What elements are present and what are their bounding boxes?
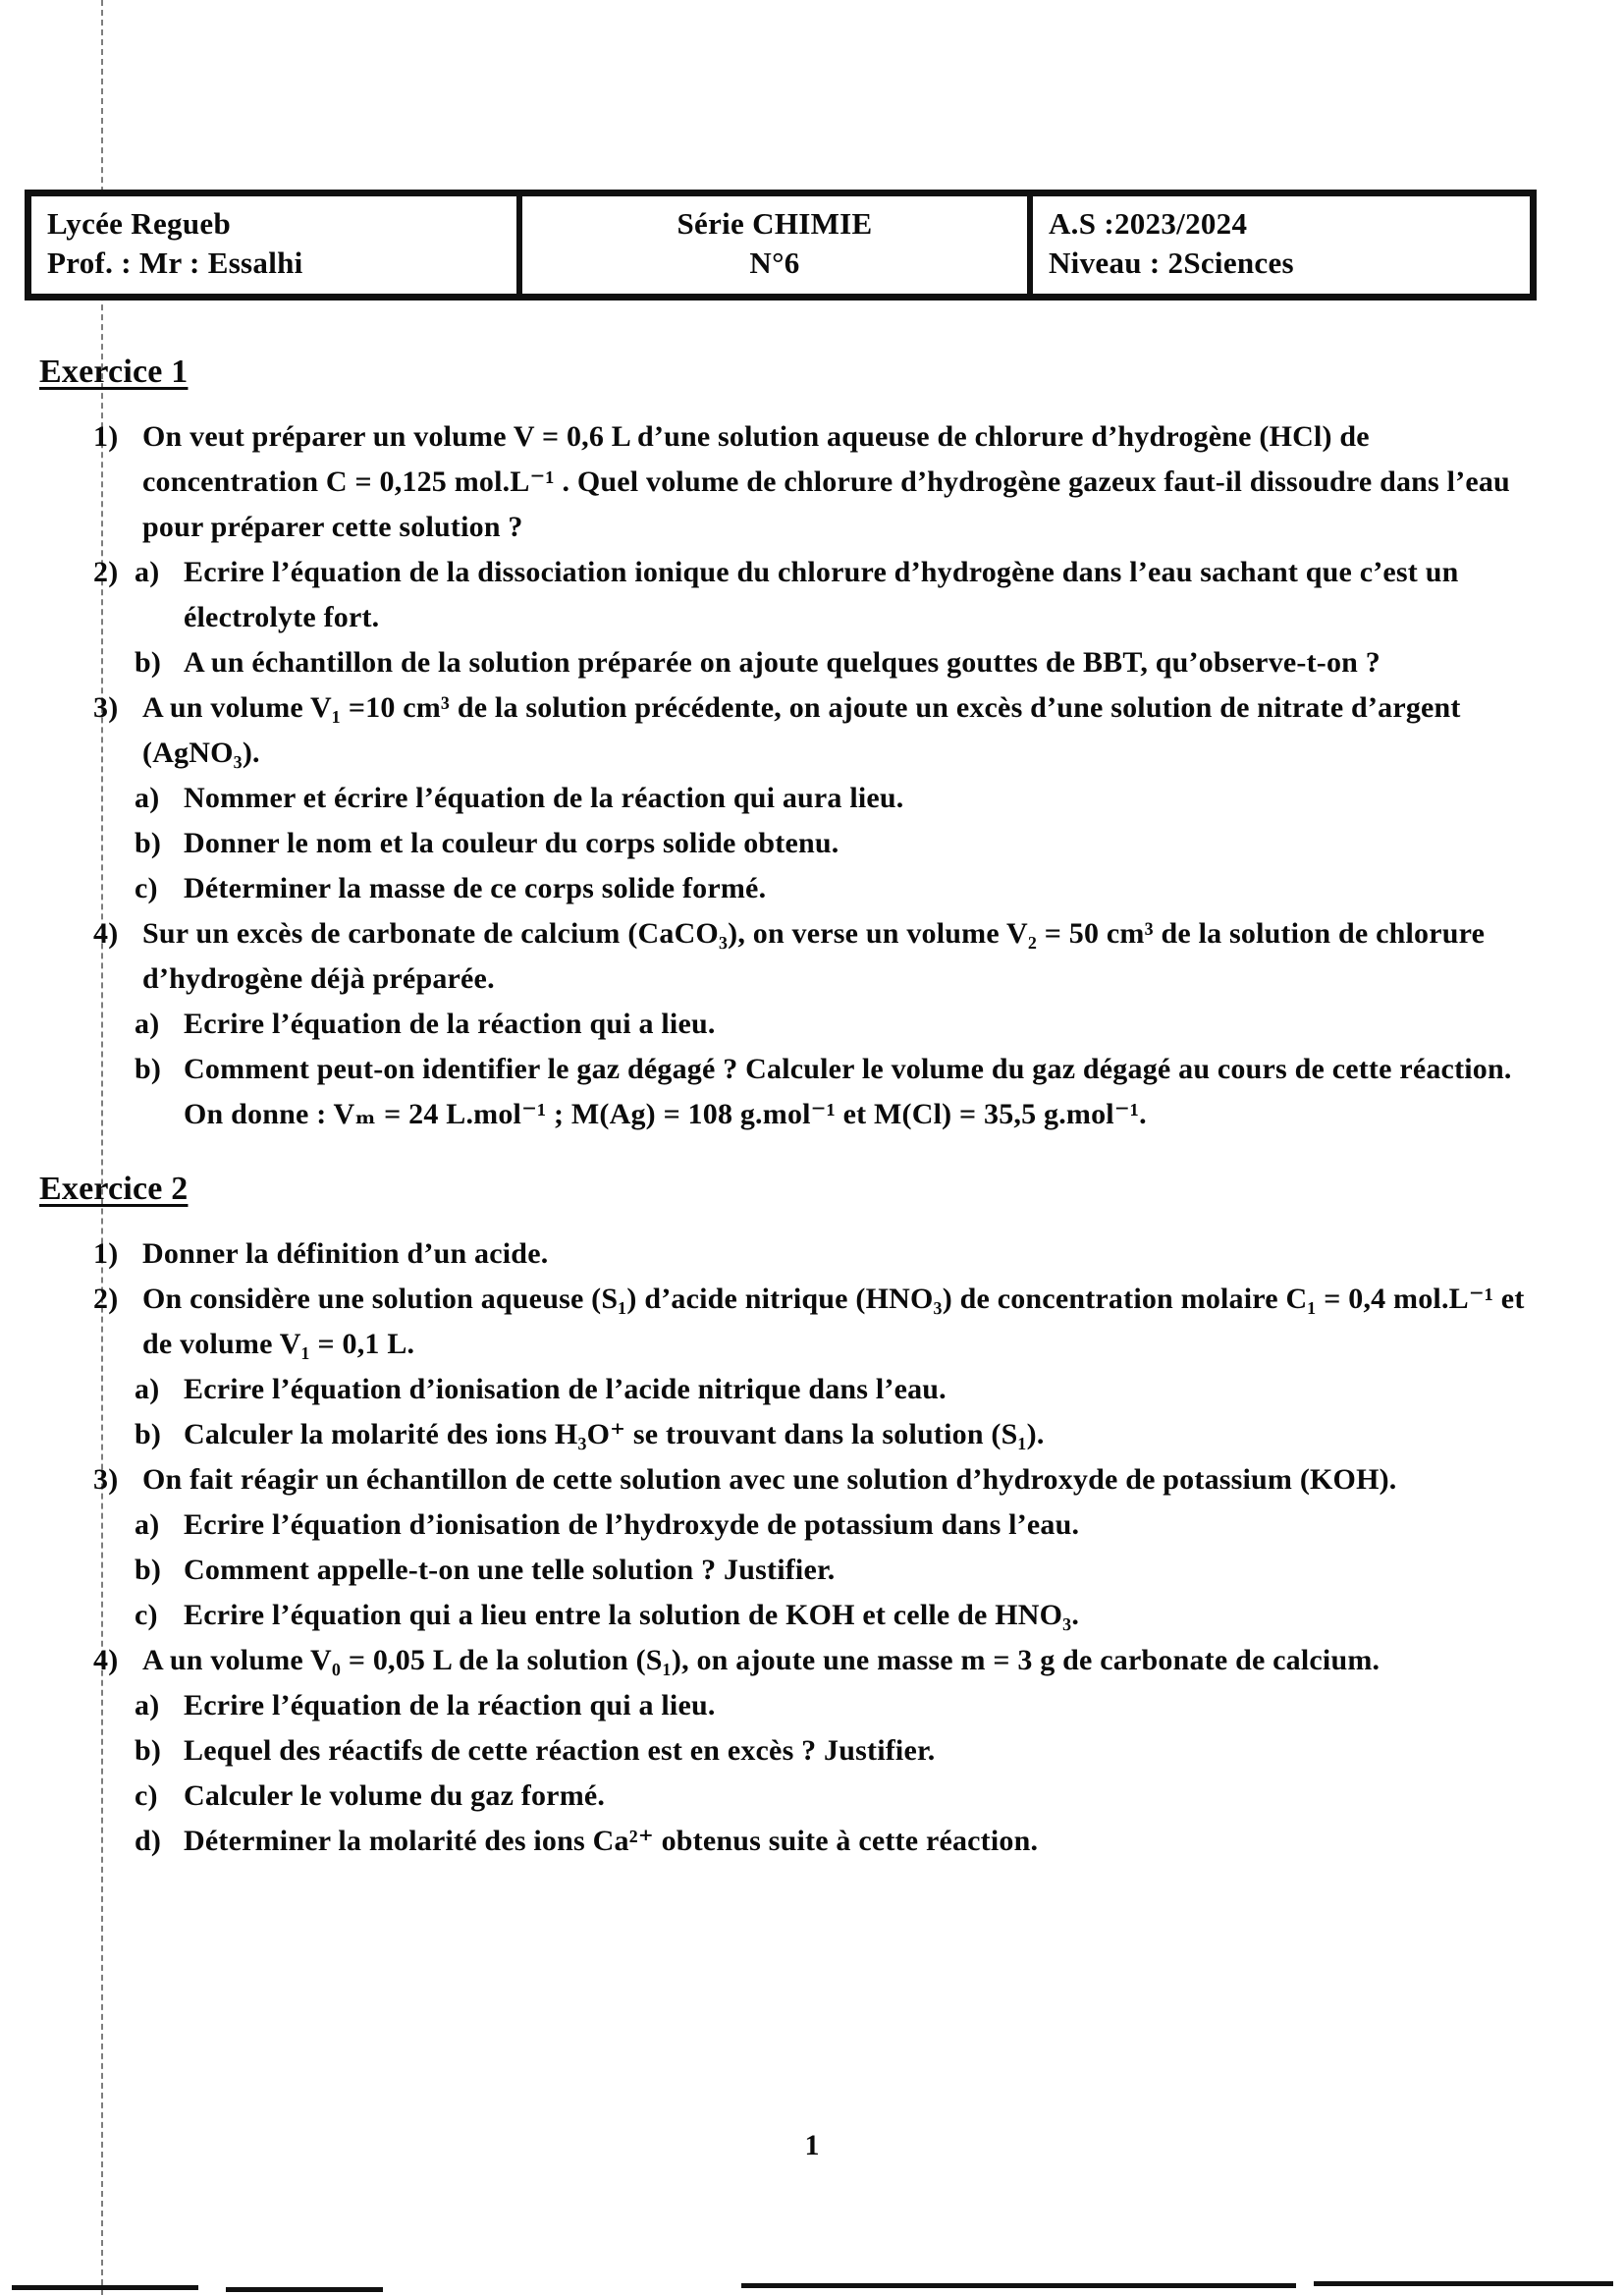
question-number: 3) [93, 1463, 119, 1496]
sub-question [135, 1683, 1537, 1728]
question-number: 2) [93, 556, 119, 588]
sub-question-text: Ecrire l’équation de la dissociation ionique du chlorure d’hydrogène dans l’eau sachant que c’est un électrolyte fort. [184, 556, 1459, 633]
sub-question-letter: a) [135, 782, 160, 814]
sub-question-text: Donner le nom et la couleur du corps solide obtenu. [184, 827, 839, 859]
sub-question-text: Calculer la molarité des ions H₃O⁺ se trouvant dans la solution (S₁). [184, 1418, 1045, 1450]
sub-question-text: Ecrire l’équation d’ionisation de l’acide nitrique dans l’eau. [184, 1373, 947, 1405]
question-text: Donner la définition d’un acide. [142, 1237, 549, 1270]
scan-edge-artifact [226, 2287, 383, 2292]
sub-question-letter: b) [135, 1554, 162, 1586]
sub-question [135, 1047, 1537, 1092]
question-number: 4) [93, 1644, 119, 1676]
sub-question-letter: a) [135, 556, 160, 588]
header-cell-year [1033, 196, 1530, 294]
sub-question [135, 1503, 1537, 1548]
sub-question-text: Ecrire l’équation qui a lieu entre la solution de KOH et celle de HNO₃. [184, 1599, 1080, 1631]
sub-question-letter: a) [135, 1689, 160, 1721]
scan-edge-artifact [1314, 2281, 1613, 2286]
question-text: On considère une solution aqueuse (S₁) d’acide nitrique (HNO₃) de concentration molaire C₁ = 0,4 mol.L⁻¹ et de volume V₁ = 0,1 L. [142, 1283, 1525, 1360]
sub-question [135, 1412, 1537, 1457]
sub-question-letter: b) [135, 1418, 162, 1450]
sub-question-text: Nommer et écrire l’équation de la réaction qui aura lieu. [184, 782, 904, 814]
sub-question-text: Comment appelle-t-on une telle solution ? Justifier. [184, 1554, 836, 1586]
teacher-name: Prof. : Mr : Essalhi [47, 246, 303, 281]
sub-question-text: A un échantillon de la solution préparée on ajoute quelques gouttes de BBT, qu’observe-t-on ? [184, 646, 1380, 679]
question-text: A un volume V₀ = 0,05 L de la solution (S₁), on ajoute une masse m = 3 g de carbonate de calcium. [142, 1644, 1380, 1676]
sub-question [135, 640, 1537, 685]
document-body [39, 350, 1537, 1864]
question [93, 685, 1537, 776]
question-number: 1) [93, 420, 119, 453]
series-title: Série CHIMIE [677, 206, 873, 241]
header-cell-school [31, 196, 522, 294]
series-number: N°6 [749, 246, 800, 281]
sub-question-letter: a) [135, 1508, 160, 1541]
sub-question [135, 776, 1537, 821]
school-name: Lycée Regueb [47, 206, 231, 241]
sub-question-letter: a) [135, 1373, 160, 1405]
sub-question [135, 1367, 1537, 1412]
sub-question-letter: b) [135, 1053, 162, 1085]
question-number: 2) [93, 1283, 119, 1315]
sub-question [135, 1548, 1537, 1593]
question [93, 911, 1537, 1002]
header-cell-series [522, 196, 1033, 294]
page-number: 1 [804, 2129, 820, 2161]
sub-question-letter: b) [135, 1734, 162, 1767]
sub-question-letter: b) [135, 646, 162, 679]
question-number: 3) [93, 691, 119, 724]
scan-edge-artifact [12, 2285, 198, 2290]
question [93, 1231, 1537, 1277]
sub-question-letter: c) [135, 1599, 158, 1631]
header-table [25, 190, 1537, 301]
sub-question-text: Ecrire l’équation de la réaction qui a lieu. [184, 1008, 716, 1040]
question [93, 1277, 1537, 1367]
sub-question-text: Déterminer la masse de ce corps solide formé. [184, 872, 767, 904]
sub-question-text: Comment peut-on identifier le gaz dégagé ? Calculer le volume du gaz dégagé au cours de cette réaction. [184, 1053, 1512, 1085]
sub-question [135, 1728, 1537, 1774]
question-number: 1) [93, 1237, 119, 1270]
sub-question [135, 821, 1537, 866]
sub-question-text: Ecrire l’équation de la réaction qui a lieu. [184, 1689, 716, 1721]
sub-question-letter: c) [135, 872, 158, 904]
question-number: 4) [93, 917, 119, 950]
question [93, 1638, 1537, 1683]
sub-question-text: Déterminer la molarité des ions Ca²⁺ obtenus suite à cette réaction. [184, 1825, 1039, 1857]
scan-edge-artifact [741, 2283, 1296, 2288]
question [93, 414, 1537, 550]
sub-question [135, 866, 1537, 911]
level: Niveau : 2Sciences [1049, 246, 1294, 281]
exercise-1-questions [93, 414, 1537, 1137]
sub-question-letter: a) [135, 1008, 160, 1040]
sub-question-letter: b) [135, 827, 162, 859]
sub-question [135, 1593, 1537, 1638]
question-text: Sur un excès de carbonate de calcium (CaCO₃), on verse un volume V₂ = 50 cm³ de la solution de chlorure d’hydrogène déjà préparée. [142, 917, 1486, 995]
sub-question-text: Ecrire l’équation d’ionisation de l’hydroxyde de potassium dans l’eau. [184, 1508, 1080, 1541]
exercise-1-title: Exercice 1 [39, 354, 189, 390]
sub-question-text: Calculer le volume du gaz formé. [184, 1779, 606, 1812]
school-year: A.S :2023/2024 [1049, 206, 1248, 241]
question-text: On veut préparer un volume V = 0,6 L d’une solution aqueuse de chlorure d’hydrogène (HCl) de concentration C = 0,125 mol.L⁻¹ . Quel volume de chlorure d’hydrogène gazeux faut-il dissoudre dans l’eau pour préparer cette solution ? [142, 420, 1510, 543]
question-text: A un volume V₁ =10 cm³ de la solution précédente, on ajoute un excès d’une solution de nitrate d’argent (AgNO₃). [142, 691, 1461, 769]
sub-question [135, 1002, 1537, 1047]
sub-question-letter: d) [135, 1825, 162, 1857]
sub-question [135, 1774, 1537, 1819]
exercise-2-title: Exercice 2 [39, 1171, 189, 1207]
sub-question [135, 550, 1537, 640]
exercise-2-questions [93, 1231, 1537, 1864]
question-text: On fait réagir un échantillon de cette solution avec une solution d’hydroxyde de potassium (KOH). [142, 1463, 1397, 1496]
question [93, 1457, 1537, 1503]
sub-question-letter: c) [135, 1779, 158, 1812]
sub-question [135, 1819, 1537, 1864]
sub-question-text: Lequel des réactifs de cette réaction est en excès ? Justifier. [184, 1734, 936, 1767]
given-data-line: On donne : Vₘ = 24 L.mol⁻¹ ; M(Ag) = 108 g.mol⁻¹ et M(Cl) = 35,5 g.mol⁻¹. [184, 1098, 1147, 1130]
